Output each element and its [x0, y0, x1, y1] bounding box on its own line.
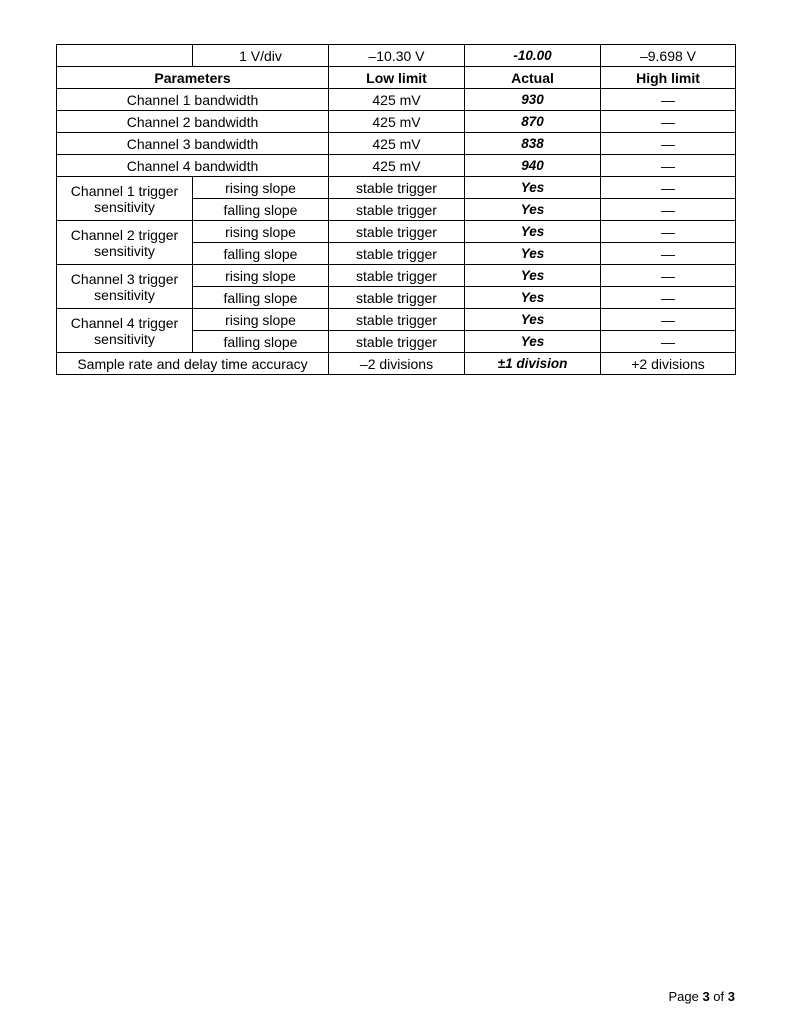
parameter-cell: Channel 3 bandwidth [57, 133, 329, 155]
low-limit-cell: stable trigger [329, 265, 465, 287]
parameter-cell: Channel 2 trigger sensitivity [57, 221, 193, 265]
parameter-cell: Sample rate and delay time accuracy [57, 353, 329, 375]
high-limit-cell: — [601, 243, 736, 265]
slope-cell: rising slope [193, 177, 329, 199]
actual-cell: 940 [465, 155, 601, 177]
parameter-cell: Channel 1 bandwidth [57, 89, 329, 111]
actual-cell: 838 [465, 133, 601, 155]
table-row [57, 133, 736, 155]
scale-cell: 1 V/div [193, 45, 329, 67]
slope-cell: falling slope [193, 243, 329, 265]
slope-cell: falling slope [193, 331, 329, 353]
high-limit-cell: –9.698 V [601, 45, 736, 67]
low-limit-cell: –2 divisions [329, 353, 465, 375]
low-limit-cell: 425 mV [329, 133, 465, 155]
low-limit-cell: stable trigger [329, 287, 465, 309]
parameter-cell: Channel 2 bandwidth [57, 111, 329, 133]
high-limit-cell: — [601, 155, 736, 177]
actual-cell: Yes [465, 265, 601, 287]
high-limit-cell: — [601, 133, 736, 155]
actual-cell: 870 [465, 111, 601, 133]
table-row [57, 89, 736, 111]
table-row [57, 353, 736, 375]
high-limit-cell: — [601, 287, 736, 309]
low-limit-cell: stable trigger [329, 331, 465, 353]
actual-header: Actual [465, 67, 601, 89]
actual-cell: Yes [465, 287, 601, 309]
page-number [668, 989, 735, 1004]
actual-cell: Yes [465, 309, 601, 331]
low-limit-cell: stable trigger [329, 221, 465, 243]
high-limit-cell: — [601, 331, 736, 353]
high-limit-cell: — [601, 199, 736, 221]
low-limit-cell: 425 mV [329, 155, 465, 177]
actual-cell: ±1 division [465, 353, 601, 375]
low-limit-cell: 425 mV [329, 89, 465, 111]
table-row [57, 177, 736, 199]
low-limit-cell: stable trigger [329, 199, 465, 221]
low-limit-header: Low limit [329, 67, 465, 89]
header-row [57, 67, 736, 89]
parameter-cell: Channel 1 trigger sensitivity [57, 177, 193, 221]
slope-cell: rising slope [193, 265, 329, 287]
actual-cell: Yes [465, 177, 601, 199]
high-limit-cell: — [601, 111, 736, 133]
high-limit-cell: — [601, 177, 736, 199]
empty-cell [57, 45, 193, 67]
parameters-header: Parameters [57, 67, 329, 89]
table-row [57, 221, 736, 243]
actual-cell: Yes [465, 221, 601, 243]
low-limit-cell: 425 mV [329, 111, 465, 133]
high-limit-cell: — [601, 265, 736, 287]
low-limit-cell: stable trigger [329, 177, 465, 199]
actual-cell: -10.00 [465, 45, 601, 67]
table-row [57, 309, 736, 331]
parameter-cell: Channel 4 trigger sensitivity [57, 309, 193, 353]
high-limit-cell: — [601, 89, 736, 111]
page-word: Page [668, 989, 699, 1004]
slope-cell: falling slope [193, 199, 329, 221]
specification-table [56, 44, 736, 375]
low-limit-cell: stable trigger [329, 243, 465, 265]
parameter-cell: Channel 4 bandwidth [57, 155, 329, 177]
actual-cell: Yes [465, 243, 601, 265]
table-row [57, 265, 736, 287]
actual-cell: Yes [465, 331, 601, 353]
page-current: 3 [702, 989, 710, 1004]
parameter-cell: Channel 3 trigger sensitivity [57, 265, 193, 309]
table-row [57, 45, 736, 67]
page-total: 3 [727, 989, 735, 1004]
table-row [57, 155, 736, 177]
high-limit-cell: — [601, 221, 736, 243]
low-limit-cell: stable trigger [329, 309, 465, 331]
slope-cell: rising slope [193, 309, 329, 331]
slope-cell: rising slope [193, 221, 329, 243]
of-word: of [713, 989, 725, 1004]
low-limit-cell: –10.30 V [329, 45, 465, 67]
actual-cell: Yes [465, 199, 601, 221]
table-row [57, 111, 736, 133]
actual-cell: 930 [465, 89, 601, 111]
high-limit-cell: — [601, 309, 736, 331]
high-limit-header: High limit [601, 67, 736, 89]
high-limit-cell: +2 divisions [601, 353, 736, 375]
slope-cell: falling slope [193, 287, 329, 309]
